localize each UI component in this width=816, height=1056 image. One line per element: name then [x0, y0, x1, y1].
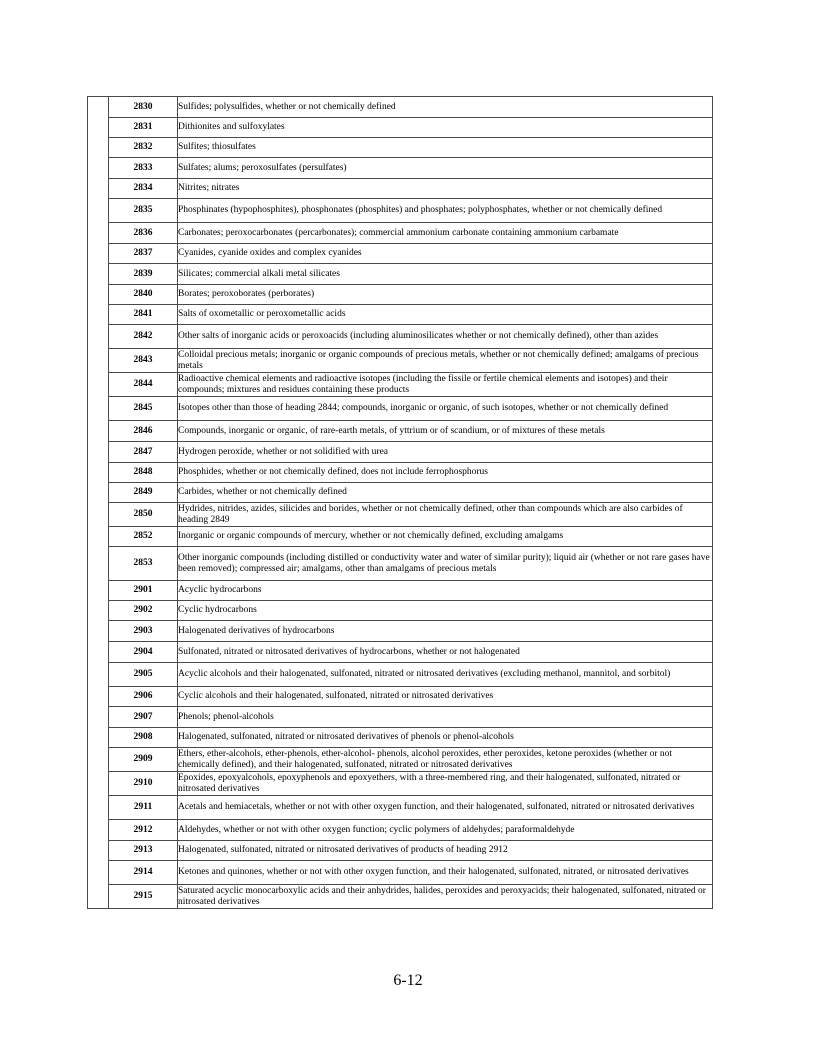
table-row [88, 547, 713, 581]
heading-description-cell: Carbonates; peroxocarbonates (percarbonates); commercial ammonium carbonate containing ammonium carbamate [178, 223, 713, 244]
table-row [88, 118, 713, 138]
table-row [88, 158, 713, 179]
heading-description-cell: Silicates; commercial alkali metal silicates [178, 264, 713, 285]
heading-code-cell: 2912 [109, 820, 178, 841]
table-row [88, 601, 713, 621]
heading-description-cell: Phosphides, whether or not chemically defined, does not include ferrophosphorus [178, 463, 713, 483]
table-row [88, 885, 713, 909]
heading-description-cell: Other salts of inorganic acids or peroxoacids (including aluminosilicates whether or not chemically defined), other than azides [178, 325, 713, 349]
heading-description-cell: Halogenated derivatives of hydrocarbons [178, 621, 713, 642]
table-row [88, 463, 713, 483]
table-row [88, 861, 713, 885]
table-row [88, 796, 713, 820]
heading-code-cell: 2844 [109, 373, 178, 397]
heading-code-cell: 2901 [109, 581, 178, 601]
blank-indent-column [88, 97, 109, 909]
table-row [88, 179, 713, 199]
table-row [88, 349, 713, 373]
table-row [88, 621, 713, 642]
heading-description-cell: Colloidal precious metals; inorganic or organic compounds of precious metals, whether or not chemically defined; amalgams of precious metals [178, 349, 713, 373]
heading-description-cell: Sulfates; alums; peroxosulfates (persulfates) [178, 158, 713, 179]
table-row [88, 244, 713, 264]
heading-code-cell: 2904 [109, 642, 178, 663]
table-row [88, 841, 713, 861]
heading-code-cell: 2853 [109, 547, 178, 581]
heading-code-cell: 2849 [109, 483, 178, 503]
heading-code-cell: 2834 [109, 179, 178, 199]
heading-code-cell: 2848 [109, 463, 178, 483]
heading-description-cell: Cyclic alcohols and their halogenated, sulfonated, nitrated or nitrosated derivatives [178, 687, 713, 707]
heading-description-cell: Acetals and hemiacetals, whether or not with other oxygen function, and their halogenated, sulfonated, nitrated or nitrosated derivatives [178, 796, 713, 820]
tariff-code-table-body [88, 97, 713, 909]
heading-description-cell: Isotopes other than those of heading 2844; compounds, inorganic or organic, of such isotopes, whether or not chemically defined [178, 397, 713, 421]
table-row [88, 728, 713, 748]
tariff-code-table [87, 96, 713, 909]
table-row [88, 581, 713, 601]
heading-description-cell: Saturated acyclic monocarboxylic acids and their anhydrides, halides, peroxides and peroxyacids; their halogenated, sulfonated, nitrated or nitrosated derivatives [178, 885, 713, 909]
heading-description-cell: Dithionites and sulfoxylates [178, 118, 713, 138]
heading-description-cell: Acyclic hydrocarbons [178, 581, 713, 601]
heading-description-cell: Salts of oxometallic or peroxometallic acids [178, 305, 713, 325]
heading-code-cell: 2832 [109, 138, 178, 158]
table-row [88, 285, 713, 305]
page-number: 6-12 [393, 972, 423, 989]
heading-code-cell: 2852 [109, 527, 178, 547]
heading-description-cell: Acyclic alcohols and their halogenated, sulfonated, nitrated or nitrosated derivatives (excluding methanol, mannitol, and sorbitol) [178, 663, 713, 687]
heading-code-cell: 2914 [109, 861, 178, 885]
table-row [88, 642, 713, 663]
table-row [88, 97, 713, 118]
heading-code-cell: 2911 [109, 796, 178, 820]
heading-description-cell: Hydrogen peroxide, whether or not solidified with urea [178, 442, 713, 463]
heading-code-cell: 2913 [109, 841, 178, 861]
table-row [88, 748, 713, 772]
heading-code-cell: 2839 [109, 264, 178, 285]
heading-code-cell: 2850 [109, 503, 178, 527]
heading-description-cell: Nitrites; nitrates [178, 179, 713, 199]
heading-code-cell: 2836 [109, 223, 178, 244]
table-row [88, 772, 713, 796]
heading-code-cell: 2841 [109, 305, 178, 325]
table-row [88, 138, 713, 158]
heading-description-cell: Halogenated, sulfonated, nitrated or nitrosated derivatives of products of heading 2912 [178, 841, 713, 861]
heading-description-cell: Sulfides; polysulfides, whether or not chemically defined [178, 97, 713, 118]
heading-code-cell: 2908 [109, 728, 178, 748]
heading-description-cell: Sulfonated, nitrated or nitrosated derivatives of hydrocarbons, whether or not halogenated [178, 642, 713, 663]
heading-description-cell: Ketones and quinones, whether or not with other oxygen function, and their halogenated, sulfonated, nitrated, or nitrosated derivatives [178, 861, 713, 885]
heading-description-cell: Inorganic or organic compounds of mercury, whether or not chemically defined, excluding amalgams [178, 527, 713, 547]
heading-code-cell: 2842 [109, 325, 178, 349]
table-row [88, 663, 713, 687]
heading-description-cell: Cyclic hydrocarbons [178, 601, 713, 621]
heading-code-cell: 2831 [109, 118, 178, 138]
heading-code-cell: 2833 [109, 158, 178, 179]
table-row [88, 503, 713, 527]
table-row [88, 687, 713, 707]
heading-description-cell: Borates; peroxoborates (perborates) [178, 285, 713, 305]
heading-description-cell: Other inorganic compounds (including distilled or conductivity water and water of similar purity); liquid air (whether or not rare gases have been removed); compressed air; amalgams, other than amalgams of precious metals [178, 547, 713, 581]
heading-code-cell: 2909 [109, 748, 178, 772]
heading-description-cell: Compounds, inorganic or organic, of rare-earth metals, of yttrium or of scandium, or of mixtures of these metals [178, 421, 713, 442]
heading-code-cell: 2835 [109, 199, 178, 223]
table-row [88, 223, 713, 244]
table-row [88, 820, 713, 841]
table-row [88, 264, 713, 285]
heading-code-cell: 2840 [109, 285, 178, 305]
heading-description-cell: Cyanides, cyanide oxides and complex cyanides [178, 244, 713, 264]
table-row [88, 397, 713, 421]
heading-description-cell: Carbides, whether or not chemically defined [178, 483, 713, 503]
heading-code-cell: 2843 [109, 349, 178, 373]
table-row [88, 325, 713, 349]
table-row [88, 483, 713, 503]
heading-code-cell: 2847 [109, 442, 178, 463]
heading-description-cell: Halogenated, sulfonated, nitrated or nitrosated derivatives of phenols or phenol-alcohols [178, 728, 713, 748]
table-row [88, 442, 713, 463]
table-row [88, 373, 713, 397]
heading-description-cell: Sulfites; thiosulfates [178, 138, 713, 158]
heading-code-cell: 2902 [109, 601, 178, 621]
heading-code-cell: 2837 [109, 244, 178, 264]
heading-description-cell: Hydrides, nitrides, azides, silicides and borides, whether or not chemically defined, other than compounds which are also carbides of heading 2849 [178, 503, 713, 527]
heading-description-cell: Radioactive chemical elements and radioactive isotopes (including the fissile or fertile chemical elements and isotopes) and their compounds; mixtures and residues containing these products [178, 373, 713, 397]
table-row [88, 707, 713, 728]
heading-code-cell: 2906 [109, 687, 178, 707]
heading-code-cell: 2846 [109, 421, 178, 442]
heading-code-cell: 2910 [109, 772, 178, 796]
table-row [88, 527, 713, 547]
heading-code-cell: 2830 [109, 97, 178, 118]
heading-code-cell: 2903 [109, 621, 178, 642]
heading-description-cell: Aldehydes, whether or not with other oxygen function; cyclic polymers of aldehydes; paraformaldehyde [178, 820, 713, 841]
heading-description-cell: Phenols; phenol-alcohols [178, 707, 713, 728]
heading-code-cell: 2845 [109, 397, 178, 421]
heading-code-cell: 2905 [109, 663, 178, 687]
table-row [88, 305, 713, 325]
heading-description-cell: Ethers, ether-alcohols, ether-phenols, ether-alcohol- phenols, alcohol peroxides, ether peroxides, ketone peroxides (whether or not chemically defined), and their halogenated, sulfonated, nitrated or nitrosated derivatives [178, 748, 713, 772]
heading-description-cell: Phosphinates (hypophosphites), phosphonates (phosphites) and phosphates; polyphosphates, whether or not chemically defined [178, 199, 713, 223]
heading-description-cell: Epoxides, epoxyalcohols, epoxyphenols and epoxyethers, with a three-membered ring, and their halogenated, sulfonated, nitrated or nitrosated derivatives [178, 772, 713, 796]
heading-code-cell: 2907 [109, 707, 178, 728]
heading-code-cell: 2915 [109, 885, 178, 909]
table-row [88, 199, 713, 223]
table-row [88, 421, 713, 442]
